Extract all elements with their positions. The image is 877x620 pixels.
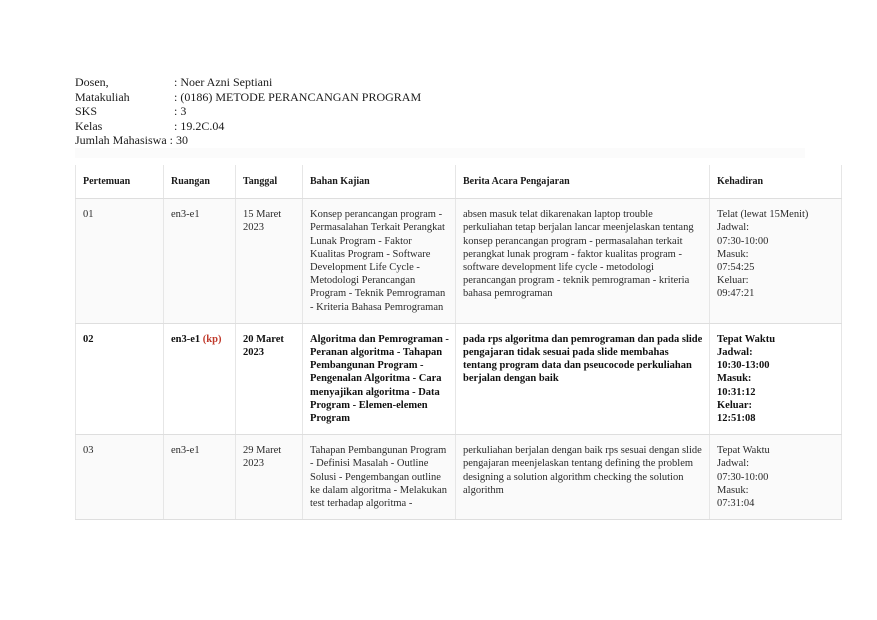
- masuk-value: 10:31:12: [717, 386, 756, 398]
- jadwal-label: Jadwal:: [717, 222, 750, 234]
- jadwal-value: 07:30-10:00: [717, 471, 769, 483]
- course-info: [75, 75, 421, 148]
- cell-kehadiran: [710, 199, 842, 324]
- cell-berita-acara: perkuliahan berjalan dengan baik rps sesuai dengan slide pengajaran meenjelaskan tentang defining the problem designing a solution algorithm checking the solution algorithm: [456, 435, 710, 520]
- matakuliah-value: : (0186) METODE PERANCANGAN PROGRAM: [174, 89, 422, 104]
- keluar-value: 12:51:08: [717, 413, 756, 425]
- kehadiran-status: Telat (lewat 15Menit): [717, 209, 809, 221]
- jadwal-value: 07:30-10:00: [717, 235, 769, 247]
- header-bahan-kajian: Bahan Kajian: [303, 165, 456, 199]
- cell-bahan-kajian: Tahapan Pembangunan Program - Definisi Masalah - Outline Solusi - Pengembangan outline ke dalam algoritma - Melakukan test terhadap algoritma -: [303, 435, 456, 520]
- keluar-label: Keluar:: [717, 399, 752, 411]
- masuk-value: 07:31:04: [717, 498, 755, 510]
- jumlah-value: : 30: [169, 133, 188, 147]
- kelas-value: : 19.2C.04: [174, 118, 225, 133]
- info-row-kelas: [75, 119, 421, 134]
- cell-ruangan: [164, 323, 236, 434]
- header-pertemuan: Pertemuan: [76, 165, 164, 199]
- table-row: [76, 199, 842, 324]
- header-ruangan: Ruangan: [164, 165, 236, 199]
- masuk-value: 07:54:25: [717, 262, 755, 274]
- kehadiran-status: Tepat Waktu: [717, 445, 770, 457]
- kehadiran-status: Tepat Waktu: [717, 333, 776, 345]
- header-kehadiran: Kehadiran: [710, 165, 842, 199]
- table-row: [76, 323, 842, 434]
- header-divider-strip: [75, 148, 805, 158]
- keluar-label: Keluar:: [717, 275, 749, 287]
- table-row: [76, 435, 842, 520]
- header-berita-acara: Berita Acara Pengajaran: [456, 165, 710, 199]
- cell-ruangan: en3-e1: [164, 435, 236, 520]
- masuk-label: Masuk:: [717, 248, 749, 260]
- jadwal-label: Jadwal:: [717, 347, 753, 359]
- sks-value: : 3: [174, 104, 187, 118]
- dosen-value: : Noer Azni Septiani: [174, 75, 273, 89]
- cell-kehadiran: [710, 323, 842, 434]
- cell-bahan-kajian: Algoritma dan Pemrograman - Peranan algoritma - Tahapan Pembangunan Program - Pengenalan Algoritma - Cara menyajikan algoritma - Data Program - Elemen-elemen Program: [303, 323, 456, 434]
- info-row-dosen: [75, 75, 421, 90]
- dosen-label: Dosen,: [75, 75, 109, 89]
- table-header-row: [76, 165, 842, 199]
- keluar-value: 09:47:21: [717, 288, 755, 300]
- cell-pertemuan: 01: [76, 199, 164, 324]
- cell-tanggal: 20 Maret 2023: [236, 323, 303, 434]
- masuk-label: Masuk:: [717, 484, 749, 496]
- kp-tag: (kp): [202, 333, 222, 345]
- cell-tanggal: 29 Maret 2023: [236, 435, 303, 520]
- kelas-label: Kelas: [75, 118, 103, 133]
- cell-berita-acara: pada rps algoritma dan pemrograman dan pada slide pengajaran tidak sesuai pada slide membahas tentang program data dan pseucocode perkuliahan berjalan dengan baik: [456, 323, 710, 434]
- jadwal-value: 10:30-13:00: [717, 360, 770, 372]
- attendance-table: [75, 165, 842, 520]
- info-row-matakuliah: [75, 90, 421, 105]
- masuk-label: Masuk:: [717, 373, 752, 385]
- jadwal-label: Jadwal:: [717, 458, 750, 470]
- cell-pertemuan: 02: [76, 323, 164, 434]
- cell-berita-acara: absen masuk telat dikarenakan laptop trouble perkuliahan tetap berjalan lancar meenjelaskan tentang konsep perancangan program - permasalahan terkait perangkat lunak program - faktor kualitas program - software development life cycle - metodologi perancangan program - teknik pemrograman - kriteria bahasa pemrograman: [456, 199, 710, 324]
- matakuliah-label: Matakuliah: [75, 89, 130, 104]
- cell-pertemuan: 03: [76, 435, 164, 520]
- ruangan-value: en3-e1: [171, 333, 201, 345]
- header-tanggal: Tanggal: [236, 165, 303, 199]
- cell-kehadiran: [710, 435, 842, 520]
- info-row-sks: [75, 104, 421, 119]
- cell-ruangan: en3-e1: [164, 199, 236, 324]
- cell-tanggal: 15 Maret 2023: [236, 199, 303, 324]
- jumlah-label: Jumlah Mahasiswa: [75, 133, 167, 147]
- cell-bahan-kajian: Konsep perancangan program - Permasalahan Terkait Perangkat Lunak Program - Faktor Kualitas Program - Software Development Life Cycle - Metodologi Perancangan Program - Teknik Pemrograman - Kriteria Bahasa Pemrograman: [303, 199, 456, 324]
- info-row-jumlah: [75, 133, 421, 148]
- sks-label: SKS: [75, 104, 98, 118]
